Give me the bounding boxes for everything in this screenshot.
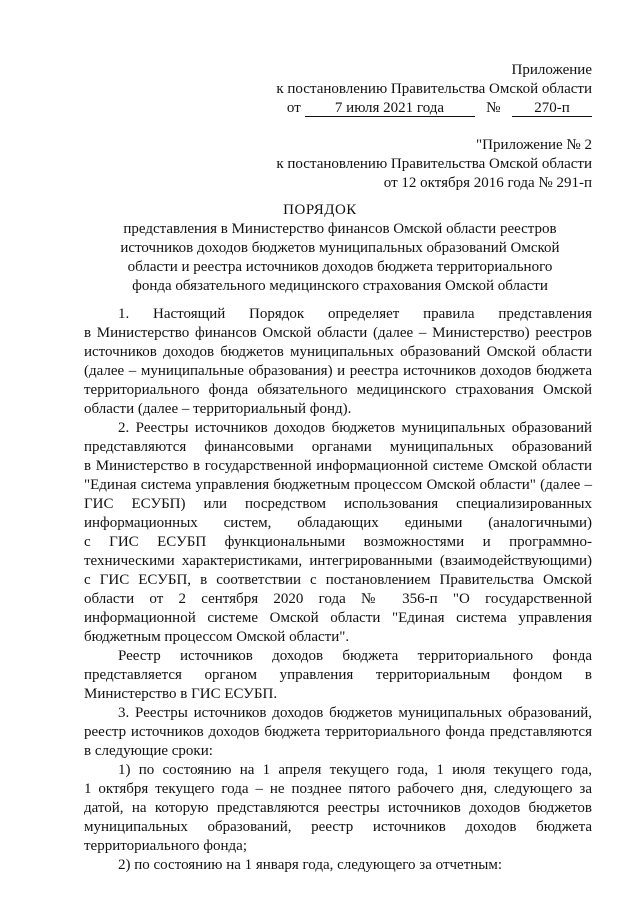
document-title: ПОРЯДОК bbox=[283, 202, 357, 218]
body-line: области (далее – территориальный фонд). bbox=[84, 401, 352, 417]
body-line: в Министерство финансов Омской области (далее – Министерство) реестров bbox=[84, 325, 592, 341]
body-line: территориального фонда обязательного медицинского страхования Омской bbox=[84, 382, 592, 398]
body-line: реестр источников доходов бюджета территориального фонда представляются bbox=[84, 724, 592, 740]
body-line: с ГИС ЕСУБП, в соответствии с постановлением Правительства Омской bbox=[84, 572, 592, 588]
body-line: 2. Реестры источников доходов бюджетов муниципальных образований bbox=[118, 420, 592, 436]
subtitle-line: представления в Министерство финансов Омской области реестров bbox=[123, 221, 557, 237]
body-line: в следующие сроки: bbox=[84, 743, 213, 759]
body-line: 2) по состоянию на 1 января года, следующего за отчетным: bbox=[118, 857, 503, 873]
body-line: представляются финансовыми органами муниципальных образований bbox=[84, 439, 592, 455]
body-line: Реестр источников доходов бюджета территориального фонда bbox=[118, 648, 592, 664]
body-line: 1. Настоящий Порядок определяет правила представления bbox=[118, 306, 592, 322]
body-line: области от 2 сентября 2020 года № 356-п "О государственной bbox=[84, 591, 592, 607]
number-sign: № bbox=[486, 100, 501, 116]
body-line: представляется органом управления территориальным фондом в bbox=[84, 667, 592, 683]
body-line: датой, на которую представляются реестры источников доходов бюджетов bbox=[84, 800, 592, 816]
body-line: 1) по состоянию на 1 апреля текущего года, 1 июля текущего года, bbox=[118, 762, 592, 778]
body-line: информационных систем, обладающих едиными (аналогичными) bbox=[84, 515, 592, 531]
body-line: бюджетным процессом Омской области". bbox=[84, 629, 350, 645]
resolution-number: 270-п bbox=[512, 100, 592, 117]
body-line: в Министерство в государственной информационной системе Омской области bbox=[84, 458, 592, 474]
resolution-date: 7 июля 2021 года bbox=[305, 100, 475, 117]
body-line: (далее – муниципальные образования) и реестра источников доходов бюджета bbox=[84, 363, 592, 379]
subtitle-line: области и реестра источников доходов бюджета территориального bbox=[127, 259, 553, 275]
body-line: Министерство в ГИС ЕСУБП. bbox=[84, 686, 278, 702]
body-line: муниципальных образований, реестр источников доходов бюджета bbox=[84, 819, 592, 835]
body-line: "Единая система управления бюджетным процессом Омской области" (далее – bbox=[84, 477, 592, 493]
body-line: с ГИС ЕСУБП функциональными возможностями и программно- bbox=[84, 534, 592, 550]
body-line: 3. Реестры источников доходов бюджетов муниципальных образований, bbox=[118, 705, 592, 721]
resolution-date-line bbox=[287, 99, 592, 117]
subtitle-line: фонда обязательного медицинского страхования Омской области bbox=[132, 278, 548, 294]
prior-appendix-label: "Приложение № 2 bbox=[476, 137, 592, 153]
body-line: 1 октября текущего года – не позднее пятого рабочего дня, следующего за bbox=[84, 781, 592, 797]
body-line: источников доходов бюджетов муниципальных образований Омской области bbox=[84, 344, 592, 360]
prior-appendix-resolution: к постановлению Правительства Омской области bbox=[276, 156, 592, 172]
from-label: от bbox=[286, 100, 301, 116]
body-line: информационной системе Омской области "Единая система управления bbox=[84, 610, 592, 626]
appendix-label: Приложение bbox=[511, 62, 592, 78]
body-line: территориального фонда; bbox=[84, 838, 248, 854]
prior-resolution-date: от 12 октября 2016 года № 291-п bbox=[383, 175, 592, 191]
appendix-resolution: к постановлению Правительства Омской области bbox=[276, 81, 592, 97]
subtitle-line: источников доходов бюджетов муниципальных образований Омской bbox=[120, 240, 560, 256]
body-line: ГИС ЕСУБП) или посредством использования специализированных bbox=[84, 496, 592, 512]
body-line: техническими характеристиками, интегрированными (взаимодействующими) bbox=[84, 553, 592, 569]
